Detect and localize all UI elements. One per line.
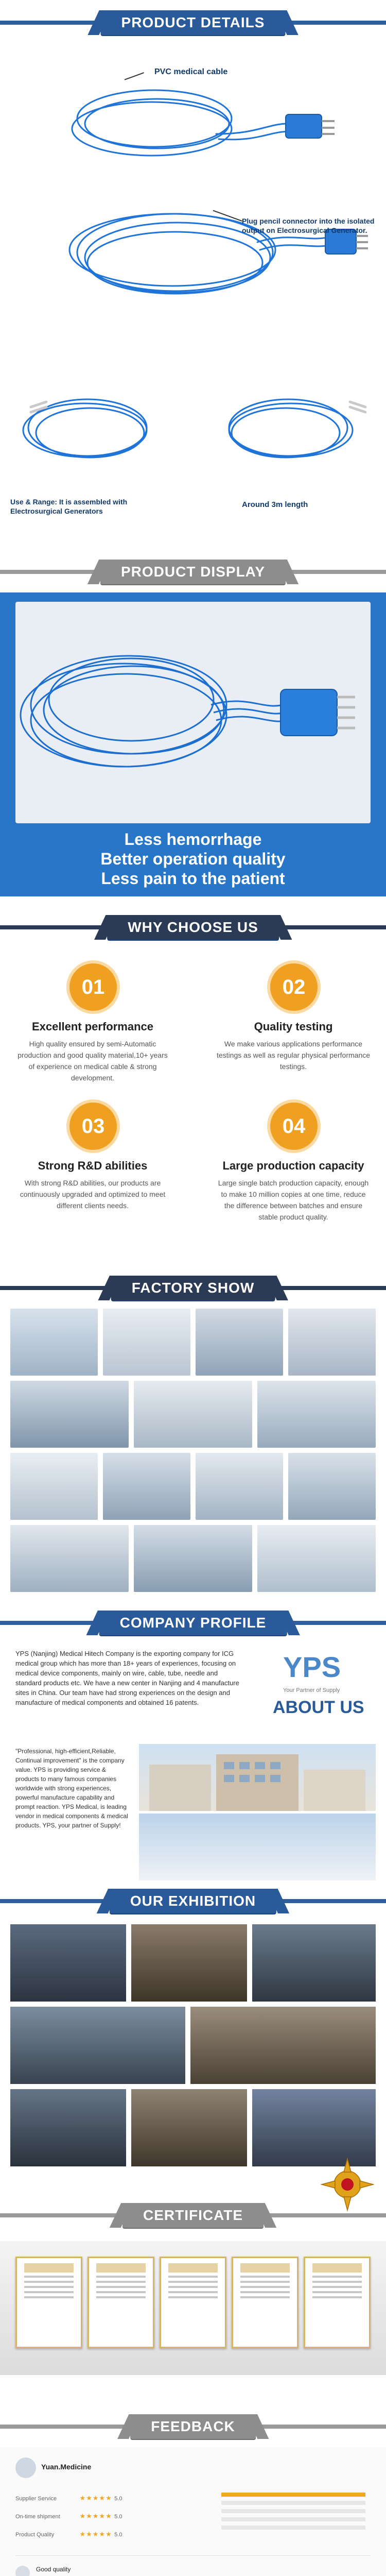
feedback-rating-row: [15, 2494, 185, 2503]
decorative-ornament-icon: [314, 2154, 381, 2215]
factory-photo-grid: [10, 1309, 376, 1597]
banner-title: FACTORY SHOW: [111, 1276, 275, 1300]
certificate-card: [160, 2257, 226, 2348]
why-number-4: 04: [270, 1103, 318, 1150]
yps-logo-icon: [257, 1646, 376, 1687]
factory-photo: [10, 1453, 98, 1520]
section-banner-why-choose-us: [0, 912, 386, 943]
rating-bar: [221, 2501, 365, 2505]
about-us-heading: ABOUT US: [273, 1698, 364, 1717]
factory-photo: [196, 1309, 283, 1376]
banner-title: PRODUCT DETAILS: [101, 10, 286, 35]
company-office-photo: [139, 1814, 376, 1880]
star-rating-icon: ★★★★★: [79, 2512, 112, 2520]
display-line-1: Less hemorrhage: [124, 830, 262, 849]
why-title-4: Large production capacity: [222, 1159, 364, 1172]
factory-photo: [288, 1309, 376, 1376]
section-banner-our-exhibition: [0, 1886, 386, 1917]
why-text-2: We make various applications performance testings as well as regular physical performance testings.: [216, 1040, 371, 1071]
why-title-1: Excellent performance: [32, 1020, 153, 1033]
certificate-showcase: [0, 2241, 386, 2375]
factory-photo: [103, 1453, 190, 1520]
display-line-2: Better operation quality: [100, 850, 286, 868]
display-line-3: Less pain to the patient: [101, 869, 285, 888]
factory-photo: [288, 1453, 376, 1520]
rating-bar: [221, 2493, 365, 2497]
rating-label: On-time shipment: [15, 2514, 60, 2520]
feedback-panel: [0, 2447, 386, 2576]
callout-plug-connector: Plug pencil connector into the isolated output on Electrosurgical Generator.: [242, 217, 375, 234]
certificate-card: [15, 2257, 82, 2348]
feedback-rating-row: [15, 2530, 185, 2539]
rating-bar: [221, 2517, 365, 2521]
rating-label: Product Quality: [15, 2532, 55, 2538]
exhibition-photo: [252, 1924, 376, 2002]
rating-bar: [221, 2526, 365, 2530]
rating-score: 5.0: [114, 2514, 122, 2520]
rating-label: Supplier Service: [15, 2496, 57, 2502]
rating-distribution: [221, 2488, 365, 2545]
factory-photo: [103, 1309, 190, 1376]
why-number-3: 03: [69, 1103, 117, 1150]
product-display-photo: [15, 602, 371, 823]
banner-title: COMPANY PROFILE: [99, 1611, 287, 1635]
section-banner-product-display: [0, 556, 386, 587]
exhibition-photo: [131, 2089, 247, 2166]
factory-photo: [257, 1525, 376, 1592]
why-number-1: 01: [69, 963, 117, 1011]
why-title-3: Strong R&D abilities: [38, 1159, 148, 1172]
section-banner-product-details: [0, 7, 386, 38]
company-logo-block: [257, 1646, 376, 1723]
why-choose-us-section: [0, 948, 386, 1257]
callout-use-range: Use & Range: It is assembled with Electrosurgical Generators: [10, 498, 128, 515]
factory-photo: [134, 1525, 252, 1592]
review-item: [15, 2561, 371, 2576]
avatar: [15, 2458, 36, 2478]
exhibition-photo: [10, 2089, 126, 2166]
factory-photo: [257, 1381, 376, 1448]
feedback-summary: [15, 2458, 371, 2556]
product-display-panel: [0, 592, 386, 896]
feedback-shop-name: Yuan.Medicine: [41, 2463, 92, 2471]
banner-title: PRODUCT DISPLAY: [100, 560, 286, 584]
svg-text:YPS: YPS: [283, 1651, 341, 1683]
factory-photo: [196, 1453, 283, 1520]
banner-title: FEEDBACK: [130, 2414, 256, 2439]
company-building-photo: [139, 1744, 376, 1811]
rating-score: 5.0: [114, 2532, 122, 2538]
banner-title: WHY CHOOSE US: [107, 915, 279, 940]
banner-title: OUR EXHIBITION: [110, 1889, 276, 1913]
section-banner-factory-show: [0, 1273, 386, 1303]
certificate-card: [304, 2257, 371, 2348]
company-profile-text-1: YPS (Nanjing) Medical Hitech Company is the exporting company for ICG medical group which has more than 18+ years of experiences, focusing on medical device components, mainly on wire, cable, tube, needle and standard products etc. We have a new center in Nanjing and 4 manufacture sites in China. Our team have had strong experiences on the design and manufacture of medical components and obtained 16 patents.: [15, 1650, 239, 1706]
star-rating-icon: ★★★★★: [79, 2530, 112, 2538]
exhibition-photo: [131, 1924, 247, 2002]
product-details-photo: [0, 46, 386, 520]
exhibition-photo: [190, 2007, 376, 2084]
review-title: Good quality: [36, 2566, 71, 2573]
exhibition-photo-grid: [0, 1924, 386, 2166]
exhibition-photo: [10, 2007, 185, 2084]
callout-pvc-cable: PVC medical cable: [154, 67, 228, 76]
factory-photo: [10, 1309, 98, 1376]
feedback-rating-row: [15, 2512, 185, 2521]
callout-length: Around 3m length: [242, 500, 308, 509]
section-banner-company-profile: [0, 1607, 386, 1638]
avatar: [15, 2566, 30, 2576]
why-text-1: High quality ensured by semi-Automatic production and good quality material,10+ years of experience on medical cable & strong development.: [17, 1040, 168, 1082]
rating-score: 5.0: [114, 2496, 122, 2502]
factory-photo: [134, 1381, 252, 1448]
why-text-3: With strong R&D abilities, our products are continuously upgraded and optimized to meet different clients needs.: [20, 1179, 166, 1210]
exhibition-photo: [10, 1924, 126, 2002]
certificate-card: [232, 2257, 299, 2348]
factory-photo: [10, 1381, 129, 1448]
factory-photo: [10, 1525, 129, 1592]
certificate-card: [87, 2257, 154, 2348]
rating-bar: [221, 2509, 365, 2513]
why-title-2: Quality testing: [254, 1020, 333, 1033]
why-text-4: Large single batch production capacity, enough to make 10 million copies at one time, reduce the difference between batches and ensure stable product quality.: [218, 1179, 369, 1221]
logo-subtitle: Your Partner of Supply: [283, 1687, 340, 1693]
star-rating-icon: ★★★★★: [79, 2494, 112, 2502]
company-profile-text-2: "Professional, high-efficient,Reliable, Continual improvement" is the company value. YPS is providing service & products to many famous companies worldwide with strong experiences, powerful manufacture capability and prompt reaction. YPS Medical, is leading vendor in medical components & medical products. YPS, your partner of Supply!: [15, 1748, 128, 1829]
why-number-2: 02: [270, 963, 318, 1011]
banner-title: CERTIFICATE: [122, 2203, 264, 2228]
section-banner-feedback: [0, 2411, 386, 2442]
